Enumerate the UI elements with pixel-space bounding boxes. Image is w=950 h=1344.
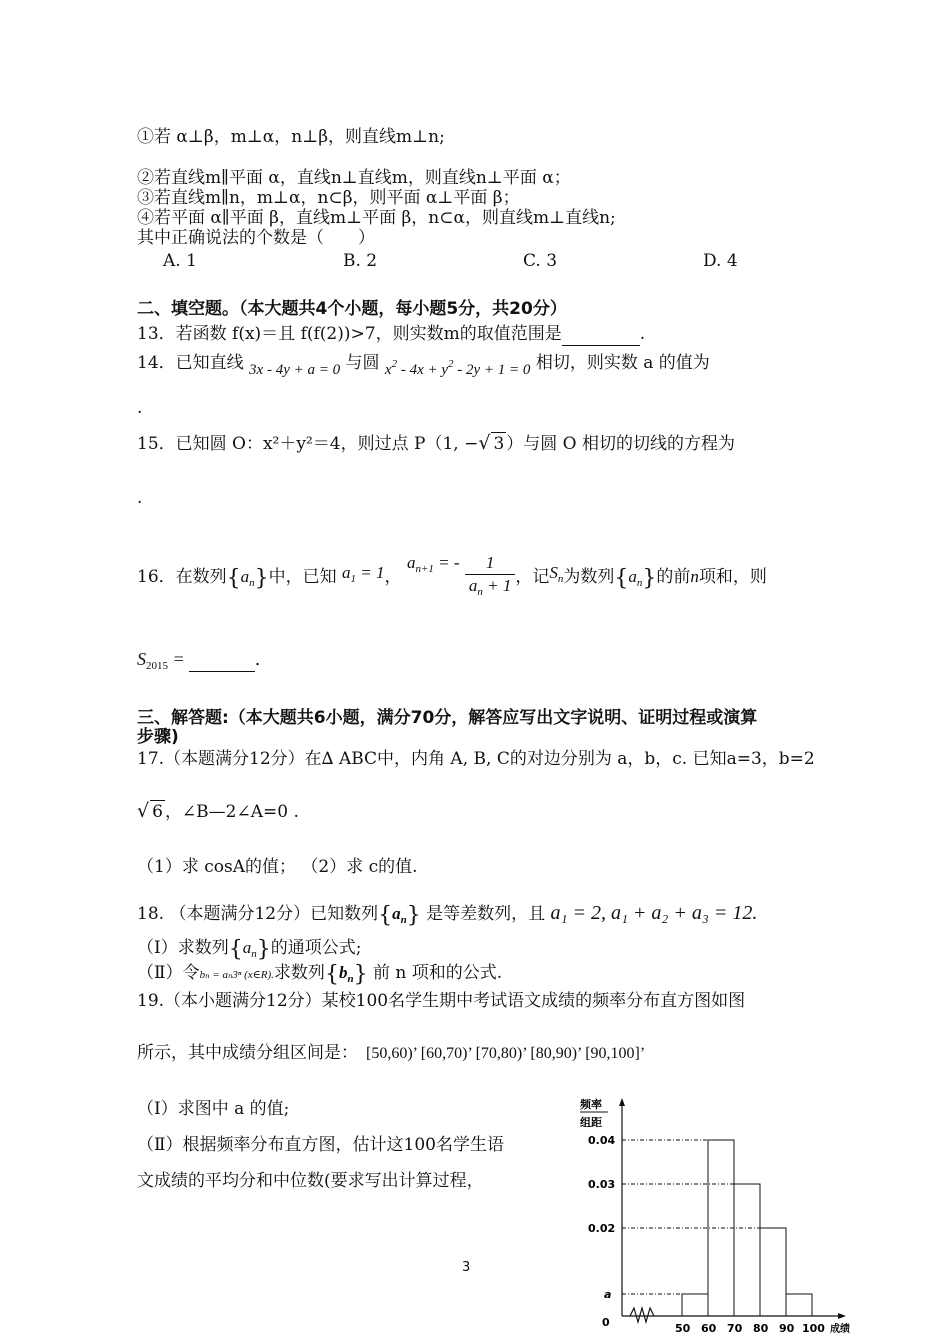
q18-part-1: （Ⅰ）求数列$\{a_n\}$的通项公式; — [137, 937, 362, 962]
option-a: A. 1 — [163, 251, 197, 271]
q19-line-1: 19.（本小题满分12分）某校100名学生期中考试语文成绩的频率分布直方图如图 — [137, 991, 746, 1011]
q17-parts: （1）求 cosA的值； （2）求 c的值. — [137, 857, 418, 877]
q18-bn-def: bₙ = aₙ3ⁿ (x∈R). — [199, 969, 274, 981]
option-b: B. 2 — [343, 251, 378, 271]
q17-radicand: 6 — [152, 802, 163, 822]
y-tick-0.04: 0.04 — [588, 1134, 616, 1147]
frequency-histogram — [578, 1090, 878, 1340]
q16-answer-line: $S_{2015}$ = . — [137, 649, 261, 672]
q16-pre: 16．在数列 — [137, 567, 227, 587]
q19-intervals: [50,60)’ [60,70)’ [70,80)’ [80,90)’ [90,100]’ — [366, 1045, 646, 1062]
q12-options — [163, 250, 883, 272]
section-3-title: 三、解答题:（本大题共6小题，满分70分，解答应写出文字说明、证明过程或演算 — [137, 708, 758, 728]
q14 — [137, 352, 710, 381]
q16-mid1: 中，已知 — [268, 567, 337, 587]
y-tick-0.03: 0.03 — [588, 1178, 616, 1191]
x-tick-50: 50 — [675, 1322, 691, 1335]
y-tick-0.02: 0.02 — [588, 1222, 616, 1235]
q19-line-2: 所示，其中成绩分组区间是： [50,60)’ [60,70)’ [70,80)’ [80,90)’ [90,100]’ — [137, 1043, 646, 1063]
page-number: 3 — [462, 1260, 471, 1275]
q15-post: ）与圆 O 相切的切线的方程为 — [506, 434, 736, 454]
histogram-bar-80-90 — [760, 1228, 786, 1316]
y-label-bottom: 组距 — [580, 1116, 602, 1129]
q14-pre: 14．已知直线 — [137, 353, 244, 373]
histogram-bar-90-100 — [786, 1294, 812, 1316]
q16-mid4: 的前 — [656, 567, 691, 587]
q16-s: $S_n$ — [549, 563, 564, 585]
x-tick-60: 60 — [701, 1322, 717, 1335]
q15: 15．已知圆 O：x²＋y²＝4，则过点 P（1, −√ 3 ）与圆 O 相切的切线的方程为 — [137, 432, 736, 454]
q12-statement-4: ④若平面 α∥平面 β，直线m⊥平面 β，n⊂α，则直线m⊥直线n; — [137, 208, 616, 228]
x-axis-arrow — [838, 1313, 846, 1319]
q18-part-2: （Ⅱ）令bₙ = aₙ3ⁿ (x∈R).求数列$\{b_n\}$ 前 n 项和的公式. — [137, 962, 503, 987]
q16-s2015: $S_{2015}$ = — [137, 649, 185, 672]
q18-seq: $a_n$ — [392, 904, 407, 926]
q16-seq: $a_n$ — [240, 567, 255, 589]
x-axis-label: 成绩 — [830, 1324, 850, 1335]
q14-line-equation: 3x - 4y + a = 0 — [249, 362, 341, 378]
q16-blank — [189, 649, 255, 672]
option-d: D. 4 — [703, 251, 738, 271]
q16-mid2: ，记 — [515, 567, 550, 587]
histogram-bar-70-80 — [734, 1184, 760, 1316]
q19-part-2b: 文成绩的平均分和中位数(要求写出计算过程， — [137, 1171, 484, 1191]
histogram-bar-50-60 — [682, 1294, 708, 1316]
q16: 16．在数列$\{a_n\}$中，已知 $a_1 = 1$， $a_{n+1}$ = - $\frac{1}{a_n + 1}$ ，记$S_n$为数列$\{a_n\}$的前n项和，则 — [137, 540, 767, 606]
q16-mid3: 为数列 — [563, 567, 615, 587]
y-label-top: 频率 — [580, 1098, 602, 1111]
q13 — [137, 323, 645, 346]
q12-statement-1: ①若 α⊥β，m⊥α，n⊥β，则直线m⊥n; — [137, 127, 445, 147]
section-3-title-cont: 步骤) — [137, 727, 179, 747]
x-tick-80: 80 — [753, 1322, 769, 1335]
q15-dot: . — [137, 488, 143, 508]
x-tick-100: 100 — [802, 1322, 825, 1335]
q17-line-2: √ 6 ，∠B—2∠A=0 . — [137, 800, 299, 822]
q12-statement-2: ②若直线m∥平面 α，直线n⊥直线m，则直线n⊥平面 α； — [137, 168, 571, 188]
q13-blank — [562, 323, 640, 346]
option-c: C. 3 — [523, 251, 558, 271]
x-tick-70: 70 — [727, 1322, 743, 1335]
q16-post: 项和，则 — [698, 567, 767, 587]
q19-part-2a: （Ⅱ）根据频率分布直方图，估计这100名学生语 — [137, 1135, 505, 1155]
origin-label: 0 — [602, 1316, 610, 1329]
x-tick-90: 90 — [779, 1322, 795, 1335]
y-axis-arrow — [619, 1098, 625, 1106]
q15-radicand: 3 — [493, 434, 505, 454]
q18-condition: a₁ = 2, a₁ + a₂ + a₃ = 12. — [550, 902, 758, 924]
q14-circle-equation: $x^2 - 4x + y^2 - 2y + 1 = 0$ — [384, 358, 531, 378]
q17-line-1: 17.（本题满分12分）在∆ ABC中，内角 A, B, C的对边分别为 a，b，c. 已知a=3，b=2 — [137, 749, 815, 769]
section-2-title: 二、填空题。（本大题共4个小题，每小题5分，共20分） — [137, 299, 567, 319]
axis-break — [630, 1308, 654, 1322]
y-tick-a: a — [604, 1288, 612, 1301]
q18-line-1: 18. （本题满分12分）已知数列$\{a_n\}$ 是等差数列，且 a₁ = 2, a₁ + a₂ + a₃ = 12. — [137, 902, 758, 928]
q14-dot: . — [137, 398, 143, 418]
q13-end: . — [639, 324, 646, 344]
q13-text: 13．若函数 f(x)＝且 f(f(2))>7，则实数m的取值范围是 — [137, 324, 562, 344]
q19-part-1: （Ⅰ）求图中 a 的值; — [137, 1099, 290, 1119]
q14-mid: 与圆 — [345, 353, 380, 373]
q16-fraction: $\frac{1}{a_n + 1}$ — [465, 552, 515, 603]
q14-post: 相切，则实数 a 的值为 — [535, 353, 710, 373]
q12-statement-3: ③若直线m∥n，m⊥α，n⊂β，则平面 α⊥平面 β； — [137, 188, 520, 208]
q12-stem: 其中正确说法的个数是（ ） — [137, 228, 375, 248]
q15-pre: 15．已知圆 O：x²＋y²＝4，则过点 P（1, − — [137, 434, 479, 454]
q16-recur-lhs: $a_{n+1}$ = - — [406, 553, 460, 575]
q16-a1: $a_1 = 1$ — [342, 563, 385, 585]
